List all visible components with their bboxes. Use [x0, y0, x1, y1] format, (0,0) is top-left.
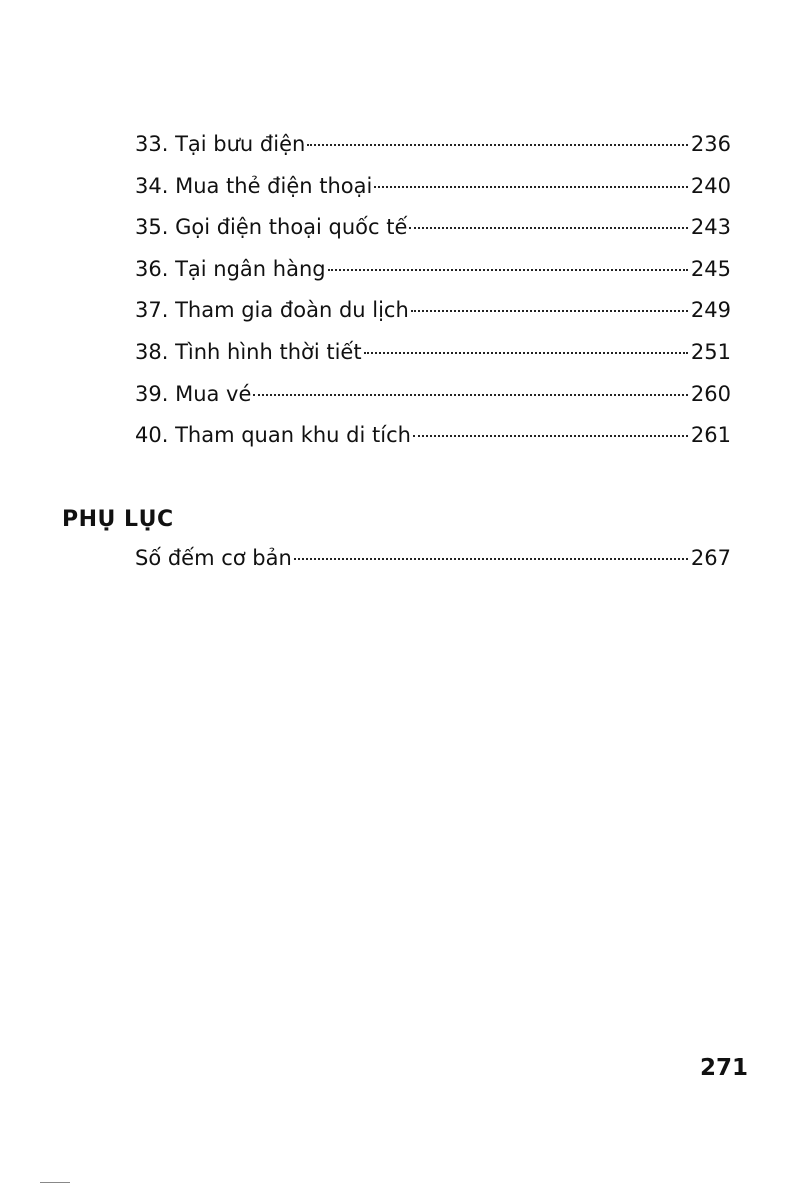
dot-leader — [328, 269, 688, 271]
toc-entry-page: 240 — [690, 173, 731, 198]
toc-entry — [135, 249, 731, 291]
toc-entry-title: Số đếm cơ bản — [135, 546, 292, 570]
toc-entry-page: 236 — [690, 132, 731, 156]
dot-leader — [253, 394, 688, 396]
page-number: 271 — [699, 1055, 748, 1081]
toc-entry — [135, 332, 731, 374]
toc-entry — [135, 166, 731, 208]
dot-leader — [307, 144, 688, 146]
toc-entry — [135, 538, 731, 580]
dot-leader — [374, 186, 688, 188]
toc-entry-page: 249 — [690, 298, 731, 323]
dot-leader — [411, 310, 688, 312]
toc-entry-title: 38. Tình hình thời tiết — [135, 339, 362, 364]
toc-list — [135, 124, 731, 457]
toc-entry-title: 39. Mua vé — [135, 381, 252, 406]
toc-entry-title: 36. Tại ngân hàng — [135, 256, 326, 281]
scan-edge-mark — [40, 1182, 70, 1183]
toc-entry-title: 37. Tham gia đoàn du lịch — [135, 298, 409, 323]
toc-entry-title: 33. Tại bưu điện — [135, 132, 306, 156]
toc-entry-page: 251 — [690, 339, 731, 364]
toc-entry-title: 40. Tham quan khu di tích — [135, 423, 411, 448]
toc-entry — [135, 207, 731, 249]
toc-entry-page: 245 — [690, 256, 731, 281]
toc-entry-page: 243 — [690, 215, 731, 240]
dot-leader — [409, 227, 688, 229]
dot-leader — [294, 558, 688, 560]
toc-entry — [135, 290, 731, 332]
dot-leader — [364, 352, 688, 354]
toc-entry — [135, 124, 731, 166]
appendix-list — [135, 538, 731, 580]
toc-entry — [135, 415, 731, 457]
toc-entry-page: 260 — [690, 381, 731, 406]
toc-entry-title: 35. Gọi điện thoại quốc tế — [135, 215, 408, 240]
toc-entry-title: 34. Mua thẻ điện thoại — [135, 173, 373, 198]
toc-entry — [135, 374, 731, 416]
appendix-heading: PHỤ LỤC — [62, 507, 174, 532]
toc-entry-page: 267 — [690, 546, 731, 570]
toc-entry-page: 261 — [690, 423, 731, 448]
dot-leader — [413, 435, 688, 437]
